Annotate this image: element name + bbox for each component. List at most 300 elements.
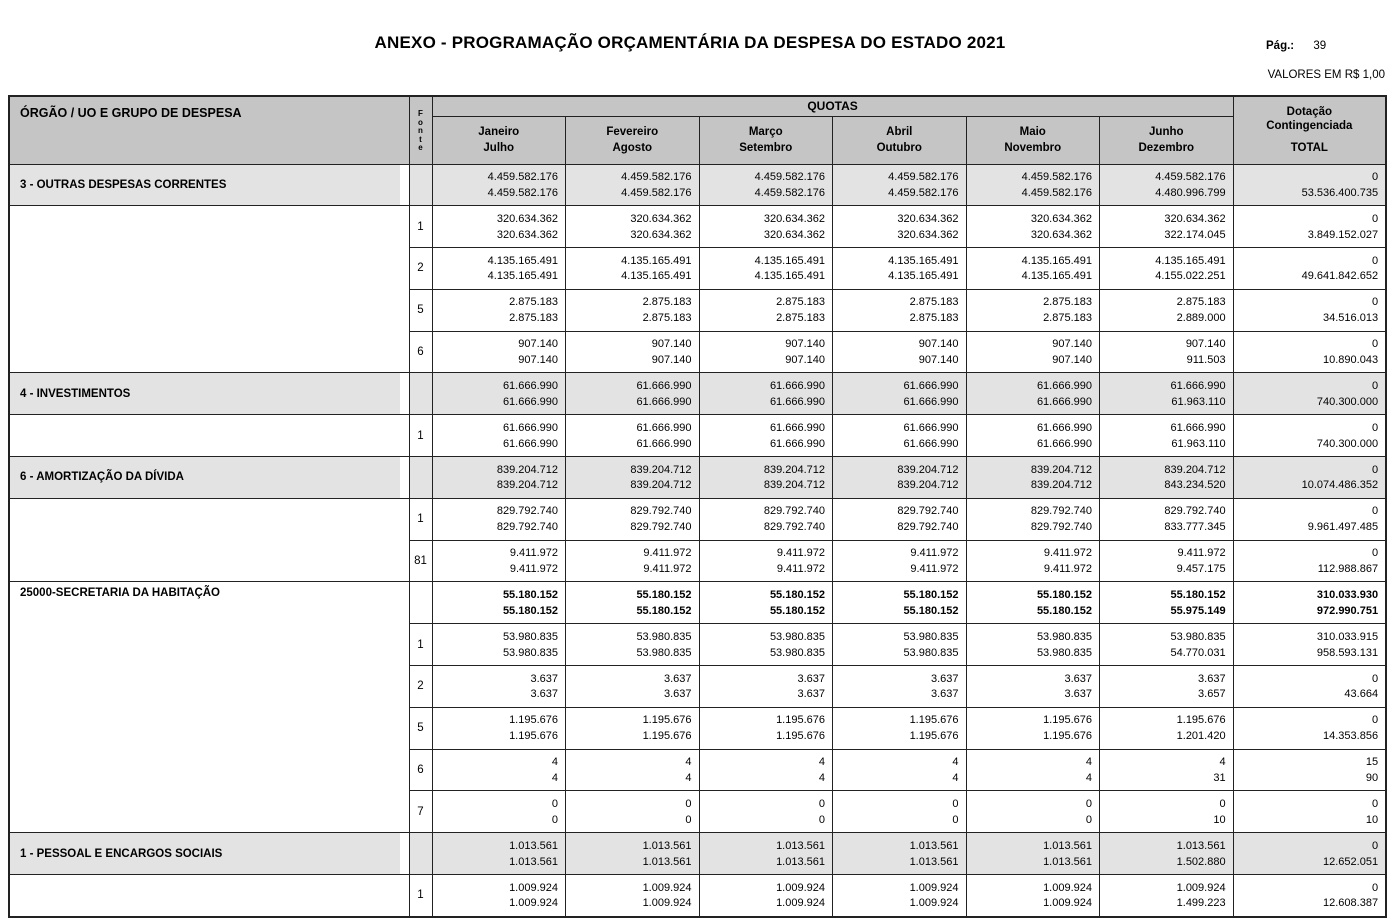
month-value-cell	[566, 248, 700, 290]
row-label-band	[10, 875, 409, 916]
value-pair	[967, 666, 1100, 707]
month-value-cell	[566, 540, 700, 582]
month-value-cell	[566, 624, 700, 666]
value-pair	[1100, 875, 1233, 916]
contingenciada-value: 310.033.915	[1316, 630, 1379, 643]
row-label: 3 - OUTRAS DESPESAS CORRENTES	[20, 178, 227, 191]
table-row	[9, 457, 1386, 499]
value-pair	[1234, 165, 1386, 206]
second-semester-value: 9.411.972	[910, 562, 959, 575]
month-second-half: Outubro	[876, 142, 922, 154]
value-pair	[967, 750, 1100, 791]
first-semester-value: 1.013.561	[1176, 839, 1226, 852]
first-semester-value: 1.009.924	[909, 881, 959, 894]
value-pair	[967, 165, 1100, 206]
second-semester-value: 1.013.561	[1043, 855, 1092, 868]
second-semester-value: 1.009.924	[1043, 897, 1092, 910]
month-value-cell	[1100, 749, 1234, 791]
value-pair	[1100, 624, 1233, 665]
table-row	[9, 540, 1386, 582]
value-pair	[833, 791, 966, 832]
month-value-cell	[966, 833, 1100, 875]
value-pair	[967, 499, 1100, 540]
value-pair	[700, 708, 833, 749]
month-column-header	[1100, 116, 1234, 164]
month-value-cell	[566, 707, 700, 749]
month-value-cell	[566, 331, 700, 373]
row-label-band	[10, 331, 409, 372]
row-label-band	[10, 415, 409, 456]
second-semester-value: 4	[818, 771, 825, 784]
table-row	[9, 248, 1386, 290]
contingenciada-value: 15	[1365, 756, 1379, 769]
value-pair	[967, 624, 1100, 665]
value-pair	[833, 833, 966, 874]
second-semester-value: 61.666.990	[636, 395, 692, 408]
second-semester-value: 4.459.582.176	[754, 186, 825, 199]
first-semester-value: 3.637	[930, 672, 959, 685]
first-semester-value: 839.204.712	[630, 463, 692, 476]
month-value-cell	[833, 749, 967, 791]
contingenciada-value: 0	[1371, 421, 1379, 434]
month-value-cell	[432, 289, 566, 331]
contingenciada-value: 0	[1371, 463, 1379, 476]
value-pair	[433, 457, 566, 498]
second-semester-value: 320.634.362	[496, 228, 558, 241]
row-label-band	[10, 373, 400, 414]
value-pair	[566, 624, 699, 665]
second-semester-value: 61.666.990	[502, 437, 558, 450]
row-label-cell	[9, 289, 409, 331]
second-semester-value: 829.792.740	[763, 521, 825, 534]
second-semester-value: 4	[1085, 771, 1092, 784]
month-value-cell	[833, 164, 967, 206]
first-semester-value: 61.666.990	[769, 379, 825, 392]
month-value-cell	[432, 331, 566, 373]
dotacao-cell	[1233, 206, 1386, 248]
row-label: 4 - INVESTIMENTOS	[20, 387, 131, 400]
first-semester-value: 53.980.835	[1036, 630, 1092, 643]
second-semester-value: 320.634.362	[1030, 228, 1092, 241]
value-pair	[833, 332, 966, 373]
value-pair	[433, 332, 566, 373]
month-value-cell	[566, 164, 700, 206]
row-label-cell	[9, 373, 409, 415]
month-value-cell	[966, 540, 1100, 582]
second-semester-value: 1.009.924	[642, 897, 692, 910]
row-label-cell	[9, 415, 409, 457]
month-value-cell	[699, 624, 833, 666]
first-semester-value: 55.180.152	[903, 588, 959, 601]
value-pair	[566, 332, 699, 373]
second-semester-value: 9.457.175	[1176, 562, 1226, 575]
value-pair	[1234, 457, 1386, 498]
value-pair	[566, 457, 699, 498]
value-pair	[967, 248, 1100, 289]
value-pair	[967, 541, 1100, 582]
value-pair	[967, 791, 1100, 832]
month-value-cell	[966, 582, 1100, 624]
second-semester-value: 0	[952, 813, 959, 826]
fonte-header-letter: F	[418, 109, 423, 118]
second-semester-value: 61.666.990	[769, 437, 825, 450]
value-pair	[700, 541, 833, 582]
month-value-cell	[833, 791, 967, 833]
value-pair	[833, 875, 966, 916]
value-pair	[433, 875, 566, 916]
page-title: ANEXO - PROGRAMAÇÃO ORÇAMENTÁRIA DA DESPESA DO ESTADO 2021	[374, 33, 1006, 52]
value-pair	[700, 457, 833, 498]
month-value-cell	[699, 707, 833, 749]
second-semester-value: 1.013.561	[642, 855, 692, 868]
month-value-cell	[833, 248, 967, 290]
row-label-cell	[9, 540, 409, 582]
value-pair	[833, 708, 966, 749]
second-semester-value: 3.657	[1198, 688, 1226, 701]
first-semester-value: 839.204.712	[1164, 463, 1226, 476]
fonte-cell	[409, 833, 432, 875]
budget-table	[8, 95, 1387, 918]
dotacao-cell	[1233, 248, 1386, 290]
month-value-cell	[699, 289, 833, 331]
first-semester-value: 4	[818, 756, 825, 769]
second-semester-value: 1.013.561	[909, 855, 959, 868]
row-label-cell	[9, 498, 409, 540]
value-pair	[967, 332, 1100, 373]
month-value-cell	[699, 206, 833, 248]
first-semester-value: 320.634.362	[1030, 212, 1092, 225]
second-semester-value: 55.180.152	[636, 604, 692, 617]
fonte-cell	[409, 164, 432, 206]
month-value-cell	[966, 707, 1100, 749]
total-value: 3.849.152.027	[1307, 228, 1379, 241]
value-pair	[1234, 750, 1386, 791]
value-pair	[967, 457, 1100, 498]
value-pair	[833, 373, 966, 414]
value-pair	[433, 248, 566, 289]
table-row	[9, 164, 1386, 206]
value-pair	[833, 415, 966, 456]
value-pair	[1100, 582, 1233, 623]
first-semester-value: 0	[1085, 797, 1092, 810]
month-value-cell	[566, 833, 700, 875]
second-semester-value: 55.180.152	[1036, 604, 1092, 617]
value-pair	[1234, 206, 1386, 247]
month-value-cell	[1100, 624, 1234, 666]
second-semester-value: 907.140	[1052, 353, 1092, 366]
value-pair	[1234, 332, 1386, 373]
first-semester-value: 1.009.924	[509, 881, 558, 894]
value-pair	[566, 791, 699, 832]
first-semester-value: 320.634.362	[1164, 212, 1226, 225]
dotacao-cell	[1233, 289, 1386, 331]
first-semester-value: 2.875.183	[1176, 296, 1226, 309]
second-semester-value: 4.459.582.176	[888, 186, 959, 199]
total-value: 10	[1365, 813, 1379, 826]
row-label: 25000-SECRETARIA DA HABITAÇÃO	[20, 587, 220, 600]
table-row	[9, 833, 1386, 875]
first-semester-value: 2.875.183	[776, 296, 825, 309]
value-pair	[433, 791, 566, 832]
month-value-cell	[699, 666, 833, 708]
row-label-cell	[9, 749, 409, 791]
month-value-cell	[833, 875, 967, 917]
month-value-cell	[566, 666, 700, 708]
table-row	[9, 707, 1386, 749]
value-pair	[433, 541, 566, 582]
first-semester-value: 839.204.712	[1030, 463, 1092, 476]
value-pair	[700, 833, 833, 874]
first-semester-value: 61.666.990	[1036, 421, 1092, 434]
first-semester-value: 1.013.561	[776, 839, 825, 852]
second-semester-value: 320.634.362	[630, 228, 692, 241]
month-value-cell	[966, 457, 1100, 499]
fonte-cell	[409, 373, 432, 415]
first-semester-value: 1.009.924	[776, 881, 825, 894]
second-semester-value: 0	[1085, 813, 1092, 826]
first-semester-value: 61.666.990	[903, 421, 959, 434]
value-pair	[433, 582, 566, 623]
value-pair	[833, 457, 966, 498]
second-semester-value: 3.637	[530, 688, 558, 701]
table-row	[9, 331, 1386, 373]
second-semester-value: 3.637	[1064, 688, 1092, 701]
dotacao-cell	[1233, 331, 1386, 373]
value-pair	[700, 165, 833, 206]
first-semester-value: 907.140	[518, 338, 558, 351]
dotacao-cell	[1233, 749, 1386, 791]
fonte-header-letter: n	[418, 126, 423, 135]
page-number: 39	[1313, 40, 1327, 52]
first-semester-value: 4.135.165.491	[1021, 254, 1092, 267]
first-semester-value: 320.634.362	[897, 212, 959, 225]
fonte-cell: 1	[409, 624, 432, 666]
row-label-band	[10, 206, 409, 247]
table-row	[9, 875, 1386, 917]
first-semester-value: 55.180.152	[502, 588, 558, 601]
month-value-cell	[966, 164, 1100, 206]
second-semester-value: 4.459.582.176	[1021, 186, 1092, 199]
second-semester-value: 1.195.676	[509, 730, 558, 743]
value-pair	[833, 624, 966, 665]
value-pair	[566, 290, 699, 331]
first-semester-value: 1.195.676	[642, 714, 692, 727]
first-semester-value: 4.135.165.491	[754, 254, 825, 267]
month-value-cell	[699, 164, 833, 206]
month-first-half: Junho	[1149, 126, 1184, 138]
fonte-cell	[409, 582, 432, 624]
first-semester-value: 2.875.183	[642, 296, 692, 309]
first-semester-value: 907.140	[1185, 338, 1226, 351]
first-semester-value: 907.140	[1052, 338, 1092, 351]
month-value-cell	[432, 875, 566, 917]
month-value-cell	[833, 457, 967, 499]
first-semester-value: 907.140	[785, 338, 825, 351]
second-semester-value: 4.155.022.251	[1155, 270, 1226, 283]
month-value-cell	[432, 498, 566, 540]
month-second-half: Dezembro	[1138, 142, 1195, 154]
value-pair	[433, 666, 566, 707]
month-value-cell	[1100, 666, 1234, 708]
second-semester-value: 2.875.183	[776, 312, 825, 325]
second-semester-value: 2.875.183	[509, 312, 558, 325]
month-value-cell	[966, 289, 1100, 331]
value-pair	[1234, 624, 1386, 665]
first-semester-value: 53.980.835	[769, 630, 825, 643]
second-semester-value: 1.502.880	[1176, 855, 1226, 868]
month-value-cell	[432, 457, 566, 499]
fonte-cell: 7	[409, 791, 432, 833]
month-value-cell	[1100, 331, 1234, 373]
value-pair	[700, 582, 833, 623]
first-semester-value: 55.180.152	[636, 588, 692, 601]
value-pair	[833, 165, 966, 206]
row-label-cell	[9, 582, 409, 624]
month-value-cell	[1100, 457, 1234, 499]
value-pair	[967, 373, 1100, 414]
first-semester-value: 829.792.740	[897, 505, 959, 518]
first-semester-value: 61.666.990	[502, 421, 558, 434]
value-pair	[1100, 373, 1233, 414]
first-semester-value: 4.459.582.176	[754, 171, 825, 183]
value-pair	[833, 750, 966, 791]
first-semester-value: 9.411.972	[1177, 547, 1226, 560]
second-semester-value: 53.980.835	[903, 646, 959, 659]
second-semester-value: 4	[952, 771, 959, 784]
first-semester-value: 4.459.582.176	[1021, 171, 1092, 183]
value-pair	[1100, 499, 1233, 540]
first-semester-value: 829.792.740	[1164, 505, 1226, 518]
second-semester-value: 2.875.183	[1043, 312, 1092, 325]
second-semester-value: 1.009.924	[509, 897, 558, 910]
second-semester-value: 61.666.990	[1036, 437, 1092, 450]
month-value-cell	[699, 540, 833, 582]
row-label-band	[10, 791, 409, 832]
fonte-header-letter: e	[418, 143, 423, 152]
month-value-cell	[432, 206, 566, 248]
value-pair	[833, 499, 966, 540]
first-semester-value: 61.666.990	[636, 421, 692, 434]
second-semester-value: 53.980.835	[769, 646, 825, 659]
value-pair	[700, 624, 833, 665]
first-semester-value: 320.634.362	[496, 212, 558, 225]
second-semester-value: 839.204.712	[1030, 479, 1092, 492]
row-label-band	[10, 540, 409, 581]
month-value-cell	[566, 289, 700, 331]
orgao-column-header: ÓRGÃO / UO E GRUPO DE DESPESA	[9, 96, 409, 164]
row-label-band	[10, 457, 400, 498]
month-value-cell	[699, 498, 833, 540]
row-label-band	[10, 289, 409, 331]
month-value-cell	[432, 164, 566, 206]
second-semester-value: 4.480.996.799	[1155, 186, 1226, 199]
month-value-cell	[1100, 582, 1234, 624]
second-semester-value: 3.637	[797, 688, 825, 701]
first-semester-value: 53.980.835	[502, 630, 558, 643]
month-first-half: Fevereiro	[606, 126, 659, 138]
first-semester-value: 9.411.972	[1043, 547, 1092, 560]
value-pair	[700, 875, 833, 916]
fonte-cell: 5	[409, 289, 432, 331]
second-semester-value: 9.411.972	[1043, 562, 1092, 575]
first-semester-value: 907.140	[651, 338, 692, 351]
contingenciada-value: 0	[1371, 379, 1379, 392]
second-semester-value: 1.195.676	[1043, 730, 1092, 743]
first-semester-value: 53.980.835	[636, 630, 692, 643]
month-value-cell	[966, 791, 1100, 833]
second-semester-value: 9.411.972	[509, 562, 558, 575]
total-value: 972.990.751	[1316, 604, 1379, 617]
fonte-header-letter: o	[418, 117, 423, 127]
second-semester-value: 54.770.031	[1170, 646, 1226, 659]
first-semester-value: 61.666.990	[769, 421, 825, 434]
second-semester-value: 2.875.183	[642, 312, 692, 325]
month-value-cell	[566, 791, 700, 833]
first-semester-value: 4.459.582.176	[487, 171, 558, 183]
second-semester-value: 829.792.740	[496, 521, 558, 534]
second-semester-value: 61.666.990	[769, 395, 825, 408]
month-value-cell	[432, 248, 566, 290]
month-value-cell	[833, 498, 967, 540]
second-semester-value: 4	[551, 771, 558, 784]
value-pair	[566, 875, 699, 916]
value-pair	[1100, 415, 1233, 456]
table-row	[9, 415, 1386, 457]
second-semester-value: 829.792.740	[630, 521, 692, 534]
second-semester-value: 4.135.165.491	[888, 270, 959, 283]
first-semester-value: 4	[685, 756, 692, 769]
value-pair	[433, 415, 566, 456]
value-pair	[1100, 206, 1233, 247]
row-label-cell	[9, 331, 409, 373]
first-semester-value: 1.013.561	[909, 839, 959, 852]
month-column-header	[699, 116, 833, 164]
first-semester-value: 9.411.972	[509, 547, 558, 560]
first-semester-value: 829.792.740	[496, 505, 558, 518]
month-value-cell	[1100, 791, 1234, 833]
dotacao-cell	[1233, 791, 1386, 833]
fonte-header-letter: t	[419, 134, 422, 144]
row-label-band	[10, 624, 409, 666]
month-value-cell	[966, 373, 1100, 415]
value-pair	[700, 206, 833, 247]
first-semester-value: 1.195.676	[1176, 714, 1226, 727]
contingenciada-value: 0	[1371, 171, 1379, 183]
total-value: 12.608.387	[1323, 897, 1379, 910]
month-value-cell	[432, 707, 566, 749]
value-pair	[566, 666, 699, 707]
value-pair	[1100, 750, 1233, 791]
dotacao-header-line1: Dotação	[1286, 106, 1333, 119]
month-value-cell	[1100, 498, 1234, 540]
month-value-cell	[432, 624, 566, 666]
first-semester-value: 320.634.362	[763, 212, 825, 225]
row-label-cell	[9, 707, 409, 749]
second-semester-value: 4.135.165.491	[754, 270, 825, 283]
contingenciada-value: 310.033.930	[1316, 588, 1379, 601]
dotacao-cell	[1233, 833, 1386, 875]
second-semester-value: 1.499.223	[1176, 897, 1226, 910]
second-semester-value: 3.637	[930, 688, 959, 701]
value-pair	[1234, 499, 1386, 540]
fonte-cell: 1	[409, 206, 432, 248]
month-value-cell	[833, 833, 967, 875]
value-pair	[1100, 165, 1233, 206]
row-label-band	[10, 165, 400, 206]
second-semester-value: 55.180.152	[903, 604, 959, 617]
value-pair	[566, 541, 699, 582]
month-value-cell	[566, 206, 700, 248]
